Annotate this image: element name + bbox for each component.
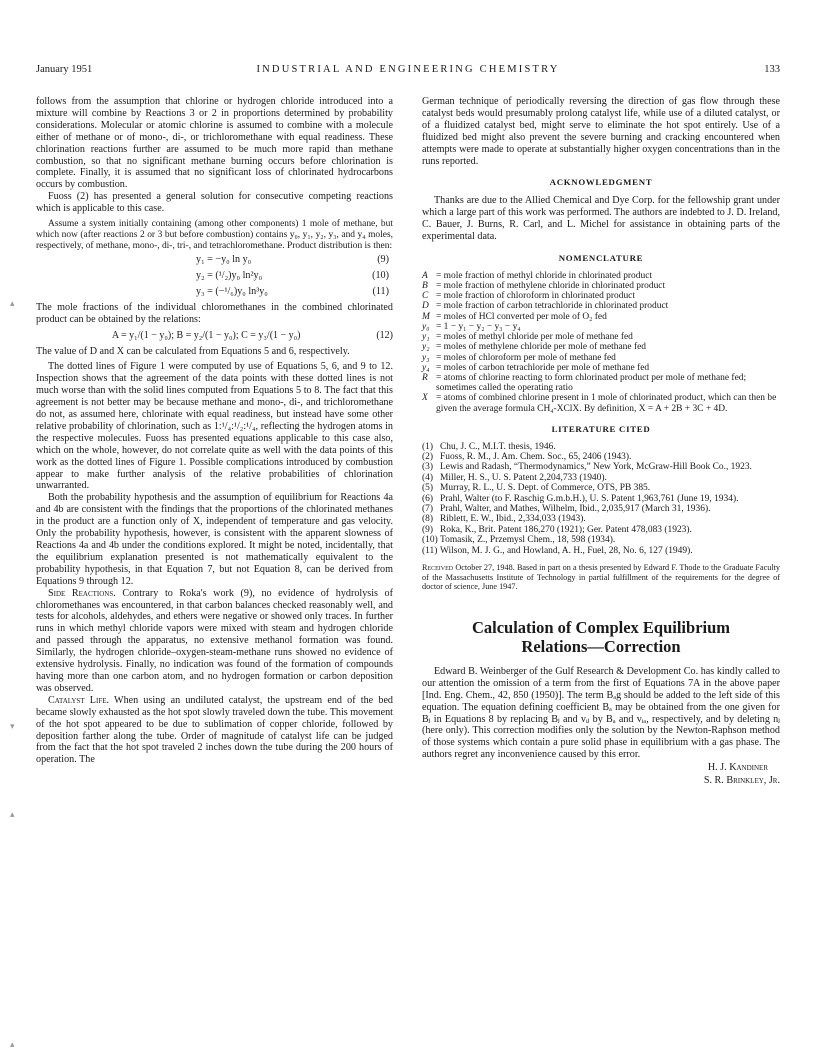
nomenclature-definition: = mole fraction of chloroform in chlorinated product <box>436 291 635 302</box>
left-column <box>36 96 393 766</box>
nomenclature-entry <box>422 291 780 301</box>
header-date: January 1951 <box>36 64 93 75</box>
nomenclature-entry <box>422 322 780 332</box>
reference-entry <box>422 452 780 462</box>
paragraph: Fuoss (2) has presented a general solution for consecutive competing reactions which is applicable to this case. <box>36 191 393 215</box>
margin-mark: ▴ <box>10 299 15 309</box>
reference-entry <box>422 525 780 535</box>
nomenclature-definition: = atoms of chlorine reacting to form chlorinated product per mole of methane fed; sometimes called the operating ratio <box>436 372 747 394</box>
author-signature: H. J. Kandiner <box>707 762 768 774</box>
reference-text: Prahl, Walter (to F. Raschig G.m.b.H.), U. S. Patent 1,963,761 (June 19, 1934). <box>440 493 739 504</box>
article-title: Calculation of Complex Equilibrium Relations—Correction <box>471 617 731 656</box>
run-in-heading: Side Reactions. <box>48 587 116 599</box>
nomenclature-definition: = moles of methylene chloride per mole of methane fed <box>436 342 646 353</box>
reference-text: Chu, J. C., M.I.T. thesis, 1946. <box>440 441 556 452</box>
nomenclature-symbol: B <box>422 281 428 292</box>
nomenclature-entry <box>422 342 780 352</box>
paragraph: The mole fractions of the individual chloromethanes in the combined chlorinated product can be obtained by the relations: <box>36 301 393 325</box>
nomenclature-symbol: R <box>422 372 428 383</box>
paragraph: follows from the assumption that chlorine or hydrogen chloride introduced into a mixture will combine by Reactions 3 or 2 in proportions determined by probability considerations. Molecular or atomic chlorine is assumed to combine with a molecule either of methane or of mono-, di-, or trichloromethane with equal readiness. These chlorination reactions further are assumed to be much more rapid than methane combustion, so that no significant methane burning occurs before chlorination is complete. Finally, it is assumed that no significant loss of chlorinated hydrocarbons occurs by combustion. <box>36 96 393 191</box>
reference-entry <box>422 442 780 452</box>
nomenclature-definition: = moles of chloroform per mole of methane fed <box>436 352 616 363</box>
equation-10: y₂ = (¹/₂)y₀ ln²y₀ (10) <box>196 269 389 281</box>
reference-text: Miller, H. S., U. S. Patent 2,204,733 (1940). <box>440 472 607 483</box>
nomenclature-entry <box>422 332 780 342</box>
reference-entry <box>422 504 780 514</box>
nomenclature-symbol: X <box>422 393 428 404</box>
running-header <box>36 64 780 78</box>
section-heading: NOMENCLATURE <box>558 252 644 263</box>
nomenclature-symbol: D <box>422 301 429 312</box>
reference-entry <box>422 535 780 545</box>
nomenclature-definition: = 1 − y₁ − y₂ − y₃ − y₄ <box>436 321 521 332</box>
margin-mark: ▴ <box>10 810 15 820</box>
paragraph-side-reactions: Side Reactions. Contrary to Roka's work (9), no evidence of hydrolysis of chloromethanes was encountered, in that carbon balances checked reasonably well, and tests for alcohols, aldehydes, and ethers were negative or showed only traces. In further runs in which methyl chloride vapors were mixed with steam and hydrogen chloride and passed through the apparatus, no extensive methanol formation was found. Similarly, the hydrogen chloride–oxygen-steam-methane runs showed no evidence of extensive hydrolysis. Finally, no indication was found of the formation of compounds having more than one carbon atom, and no hydrogen formation or carbon deposition was observed. <box>36 587 393 694</box>
nomenclature-entry <box>422 312 780 322</box>
paragraph: Thanks are due to the Allied Chemical and Dye Corp. for the fellowship grant under which a large part of this work was performed. The authors are indebted to J. D. Ireland, C. Bauer, J. Burns, R. Carl, and L. Michel for assistance in obtaining parts of the experimental data. <box>422 195 780 243</box>
paragraph: Assume a system initially containing (among other components) 1 mole of methane, but which now (after reactions 2 or 3 but before combustion) contains y₀, y₁, y₂, y₃, and y₄ moles, respectively, of methane, mono-, di-, tri-, and tetrachloromethane. Product distribution is then: <box>36 219 393 251</box>
nomenclature-entry <box>422 281 780 291</box>
reference-text: Wilson, M. J. G., and Howland, A. H., Fuel, 28, No. 6, 127 (1949). <box>440 545 693 556</box>
nomenclature-entry <box>422 363 780 373</box>
reference-text: Lewis and Radash, “Thermodynamics,” New York, McGraw-Hill Book Co., 1923. <box>440 462 752 473</box>
reference-text: Tomasik, Z., Przemysl Chem., 18, 598 (1934). <box>440 535 616 546</box>
reference-number: (4) <box>422 472 434 483</box>
right-column <box>422 96 780 787</box>
nomenclature-entry <box>422 301 780 311</box>
reference-entry <box>422 462 780 472</box>
nomenclature-symbol: y₂ <box>422 342 430 353</box>
header-journal: INDUSTRIAL AND ENGINEERING CHEMISTRY <box>256 64 560 75</box>
nomenclature-entry <box>422 353 780 363</box>
margin-mark: ▾ <box>10 722 15 732</box>
reference-entry <box>422 514 780 524</box>
reference-entry <box>422 494 780 504</box>
paragraph: German technique of periodically reversing the direction of gas flow through these catalyst beds would presumably prolong catalyst life, while use of a diluted catalyst, or of a fluidized catalyst bed, might serve to eliminate the hot spot entirely. Use of a fluidized bed might also prevent the severe burning and cracking encountered when attempts were made to operate at substantially higher oxygen concentrations than in the runs reported. <box>422 96 780 167</box>
nomenclature-list <box>422 271 780 414</box>
header-page-number: 133 <box>764 64 780 75</box>
reference-text: Murray, R. L., U. S. Dept. of Commerce, OTS, PB 385. <box>440 483 651 494</box>
margin-mark: ▴ <box>10 1040 15 1050</box>
reference-number: (9) <box>422 524 434 535</box>
reference-number: (10) <box>422 535 438 546</box>
nomenclature-definition: = mole fraction of methylene chloride in chlorinated product <box>436 281 666 292</box>
equation-9: y₁ = −y₀ ln y₀ (9) <box>196 253 389 265</box>
paragraph-catalyst-life: Catalyst Life. When using an undiluted catalyst, the upstream end of the bed became slowly exhausted as the hot spot slowly traveled down the tube. This movement of the hot spot appeared to be due to sublimation of copper chloride, followed by deposition farther along the tube. Order of magnitude of catalyst life can be judged from the fact that the hot spot traveled 2 inches down the tube during the 200 hours of operation. The <box>36 694 393 766</box>
nomenclature-definition: = mole fraction of methyl chloride in chlorinated product <box>436 270 653 281</box>
equation-12: A = y₁/(1 − y₀); B = y₂/(1 − y₀); C = y₃/(1 − y₀) (12) <box>111 329 393 341</box>
nomenclature-symbol: C <box>422 291 429 302</box>
paragraph: The dotted lines of Figure 1 were computed by use of Equations 5, 6, and 9 to 12. Inspection shows that the agreement of the data points with these dotted lines is not much worse than with the solid lines computed from Equations 5 to 8. The fact that this agreement is not better may be because methane and mono-, di-, and trichloromethane do not, as assumed here, chlorinate with equal readiness, but instead have some other relative probability of chlorination, such as 1:¹/₄:¹/₂:¹/₄, reflecting the hydrogen atoms in the respective molecules. Fuoss has presented equations applicable to this case also, which on the whole, however, do not correlate quite as well with the data points of this work as the dotted lines of Figure 1. Possible complications introduced by combustion appear to make further analysis of the relative probabilities of chlorination unwarranted. <box>36 361 393 492</box>
paragraph: Edward B. Weinberger of the Gulf Research & Development Co. has kindly called to our attention the omission of a term from the first of Equations 7A in the above paper [Ind. Eng. Chem., 42, 850 (1950)]. The term Bₐg should be added to the left side of this equation. The equation defining coefficient Bₐ may be obtained from the one given for Bⱼ in Equations 8 by replacing Bⱼ and vᵢⱼ by Bₐ and vᵢₐ, respectively, and by deleting nⱼ (here only). This correction modifies only the solution by the Newton-Raphson method of those systems which contain a pure solid phase in equilibrium with a gas phase. The authors regret any inconvenience caused by this error. <box>422 665 780 761</box>
nomenclature-entry <box>422 373 780 393</box>
reference-entry <box>422 546 780 556</box>
nomenclature-definition: = mole fraction of carbon tetrachloride in chlorinated product <box>436 301 669 312</box>
literature-list <box>422 442 780 556</box>
equation-11: y₃ = (−¹/₆)y₀ ln³y₀ (11) <box>196 285 389 297</box>
reference-entry <box>422 483 780 493</box>
reference-text: Fuoss, R. M., J. Am. Chem. Soc., 65, 2406 (1943). <box>440 452 632 463</box>
reference-number: (1) <box>422 441 434 452</box>
nomenclature-symbol: y₁ <box>422 332 430 343</box>
reference-text: Roka, K., Brit. Patent 186,270 (1921); Ger. Patent 478,083 (1923). <box>440 524 692 535</box>
nomenclature-definition: = moles of HCl converted per mole of O₂ fed <box>436 311 607 322</box>
nomenclature-definition: = moles of methyl chloride per mole of methane fed <box>436 332 633 343</box>
reference-text: Prahl, Walter, and Mathes, Wilhelm, Ibid., 2,035,917 (March 31, 1936). <box>440 504 711 515</box>
reference-entry <box>422 473 780 483</box>
reference-number: (11) <box>422 545 438 556</box>
nomenclature-symbol: y₃ <box>422 352 430 363</box>
reference-number: (3) <box>422 462 434 473</box>
reference-text: Riblett, E. W., Ibid., 2,334,033 (1943). <box>440 514 586 525</box>
reference-number: (5) <box>422 483 434 494</box>
run-in-heading: Catalyst Life. <box>48 694 110 706</box>
section-heading: LITERATURE CITED <box>551 423 651 434</box>
nomenclature-symbol: M <box>422 311 430 322</box>
nomenclature-entry <box>422 271 780 281</box>
nomenclature-symbol: y₄ <box>422 362 430 373</box>
reference-number: (7) <box>422 504 434 515</box>
reference-number: (6) <box>422 493 434 504</box>
nomenclature-definition: = atoms of combined chlorine present in 1 mole of chlorinated product, which can then be given the average formula CH₄-XClX. By definition, X = A + 2B + 3C + 4D. <box>436 393 777 414</box>
paragraph: Both the probability hypothesis and the assumption of equilibrium for Reactions 4a and 4b are consistent with the findings that the proportions of the chlorinated methanes in the product are a function only of X, independent of temperature and gas velocity. Only the probability hypothesis, however, is consistent with the apparent slowness of Reactions 4a and 4b under the conditions explored. It might be noted, incidentally, that the equilibrium explanation presented is not mathematically equivalent to the probability hypothesis, in that Equation 7, but not Equation 8, can be derived from Equations 9 through 12. <box>36 492 393 587</box>
received-footnote: Received October 27, 1948. Based in part on a thesis presented by Edward F. Thode to the Graduate Faculty of the Massachusetts Institute of Technology in partial fulfillment of the requirements for the degree of doctor of science, June 1947. <box>422 563 780 592</box>
author-signature: S. R. Brinkley, Jr. <box>703 775 780 787</box>
paragraph: The value of D and X can be calculated from Equations 5 and 6, respectively. <box>36 345 350 357</box>
nomenclature-definition: = moles of carbon tetrachloride per mole of methane fed <box>436 362 650 373</box>
section-heading: ACKNOWLEDGMENT <box>549 177 653 188</box>
nomenclature-entry <box>422 393 780 413</box>
nomenclature-symbol: y₀ <box>422 321 430 332</box>
reference-number: (8) <box>422 514 434 525</box>
reference-number: (2) <box>422 452 434 463</box>
nomenclature-symbol: A <box>422 270 428 281</box>
